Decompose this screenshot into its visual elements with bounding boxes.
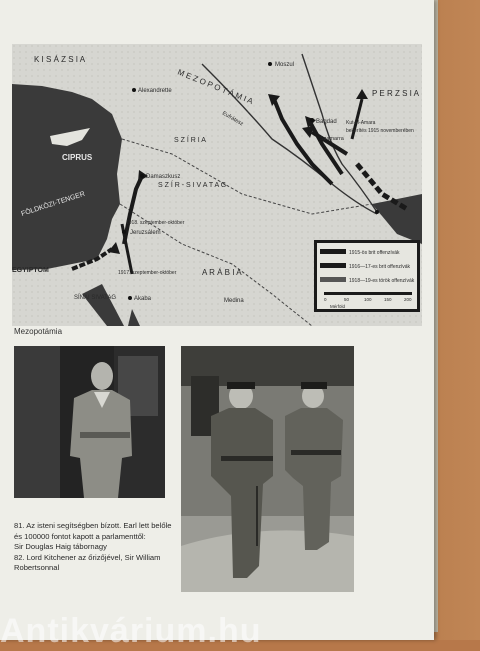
label-bagdad: Bagdad [316, 119, 337, 125]
city-dot-basra [375, 210, 379, 214]
label-kut-note: Kut-el-Amara [346, 120, 376, 126]
label-eufratesz: Eufrátesz [221, 110, 245, 128]
legend-item-2: 1916—17-es brit offenzívák [349, 264, 411, 270]
caption-line-1: 81. Az isteni segítségben bízott. Earl lett belőle [14, 521, 172, 530]
legend-swatch-2 [320, 263, 346, 268]
map-legend [314, 240, 420, 312]
city-dot-alexandretta [132, 88, 136, 92]
legend-swatch-1 [320, 249, 346, 254]
caption-line-2: és 100000 fontot kapott a parlamenttől: [14, 531, 146, 541]
label-jeruzsalem: Jeruzsálem [130, 230, 161, 236]
label-sea: FÖLDKÖZI-TENGER [20, 190, 86, 218]
label-note-1918: 1918. szeptember-október [126, 220, 185, 226]
label-arabia: A R Á B I A [202, 268, 242, 277]
label-desert-syria: S Z Í R - S I V A T A G [158, 182, 227, 189]
label-sziria: S Z Í R I A [174, 137, 206, 144]
city-dot-bagdad [310, 118, 314, 122]
caption-line-3: Sir Douglas Haig tábornagy [14, 542, 107, 551]
scale-tick-4: 200 [404, 297, 412, 302]
photo-haig-portrait [14, 346, 165, 498]
city-dot-jeruzsalem [122, 230, 126, 234]
label-medina: Medina [224, 298, 244, 304]
photo-haig-svg [14, 346, 165, 498]
photo-kitchener-robertson [181, 346, 354, 592]
scale-tick-2: 100 [364, 297, 372, 302]
city-dot-damaszkusz [140, 174, 144, 178]
map-svg [12, 44, 422, 326]
scale-unit: Mérföld [330, 304, 346, 309]
legend-swatch-3 [320, 277, 346, 282]
label-mezopotamia: M E Z O P O T Á M I A [176, 67, 255, 106]
label-kisazsia: K I S Á Z S I A [34, 55, 86, 64]
caption-line-4: 82. Lord Kitchener az őrizőjével, Sir William [14, 552, 161, 562]
label-egypt: EGYIPTOM [12, 267, 49, 274]
label-szamarra: Szamarra [320, 136, 344, 142]
label-alexandretta: Alexandrette [138, 88, 172, 94]
legend-item-1: 1915-ös brit offenzívák [349, 250, 400, 256]
watermark-text: Antikvárium.hu [0, 612, 262, 650]
label-note-1917: 1917. szeptember-október [118, 270, 177, 276]
label-damaszkusz: Damaszkusz [146, 174, 181, 180]
label-moszul: Moszul [275, 62, 295, 68]
city-dot-moszul [268, 62, 272, 66]
scale-tick-3: 150 [384, 297, 392, 302]
photo-captions [14, 521, 174, 574]
label-cyprus: CIPRUS [62, 153, 93, 162]
city-dot-akaba [128, 296, 132, 300]
legend-scale-bar [324, 292, 412, 295]
legend-item-3: 1918—19-es török offenzívák [349, 278, 415, 284]
label-kut-note2: bekerítés 1915 novemberében [346, 128, 414, 134]
map-caption: Mezopotámia [14, 327, 63, 336]
label-sinai: SÍNAI SIVATAG [74, 295, 117, 301]
caption-line-5: Robertsonnal [14, 563, 60, 572]
photo-kitchener-svg [181, 346, 354, 592]
label-akaba: Akaba [134, 296, 152, 302]
mesopotamia-map [12, 44, 422, 326]
scale-tick-0: 0 [324, 297, 327, 302]
scale-tick-1: 50 [344, 297, 350, 302]
label-perzsia: P E R Z S I A [372, 89, 419, 98]
